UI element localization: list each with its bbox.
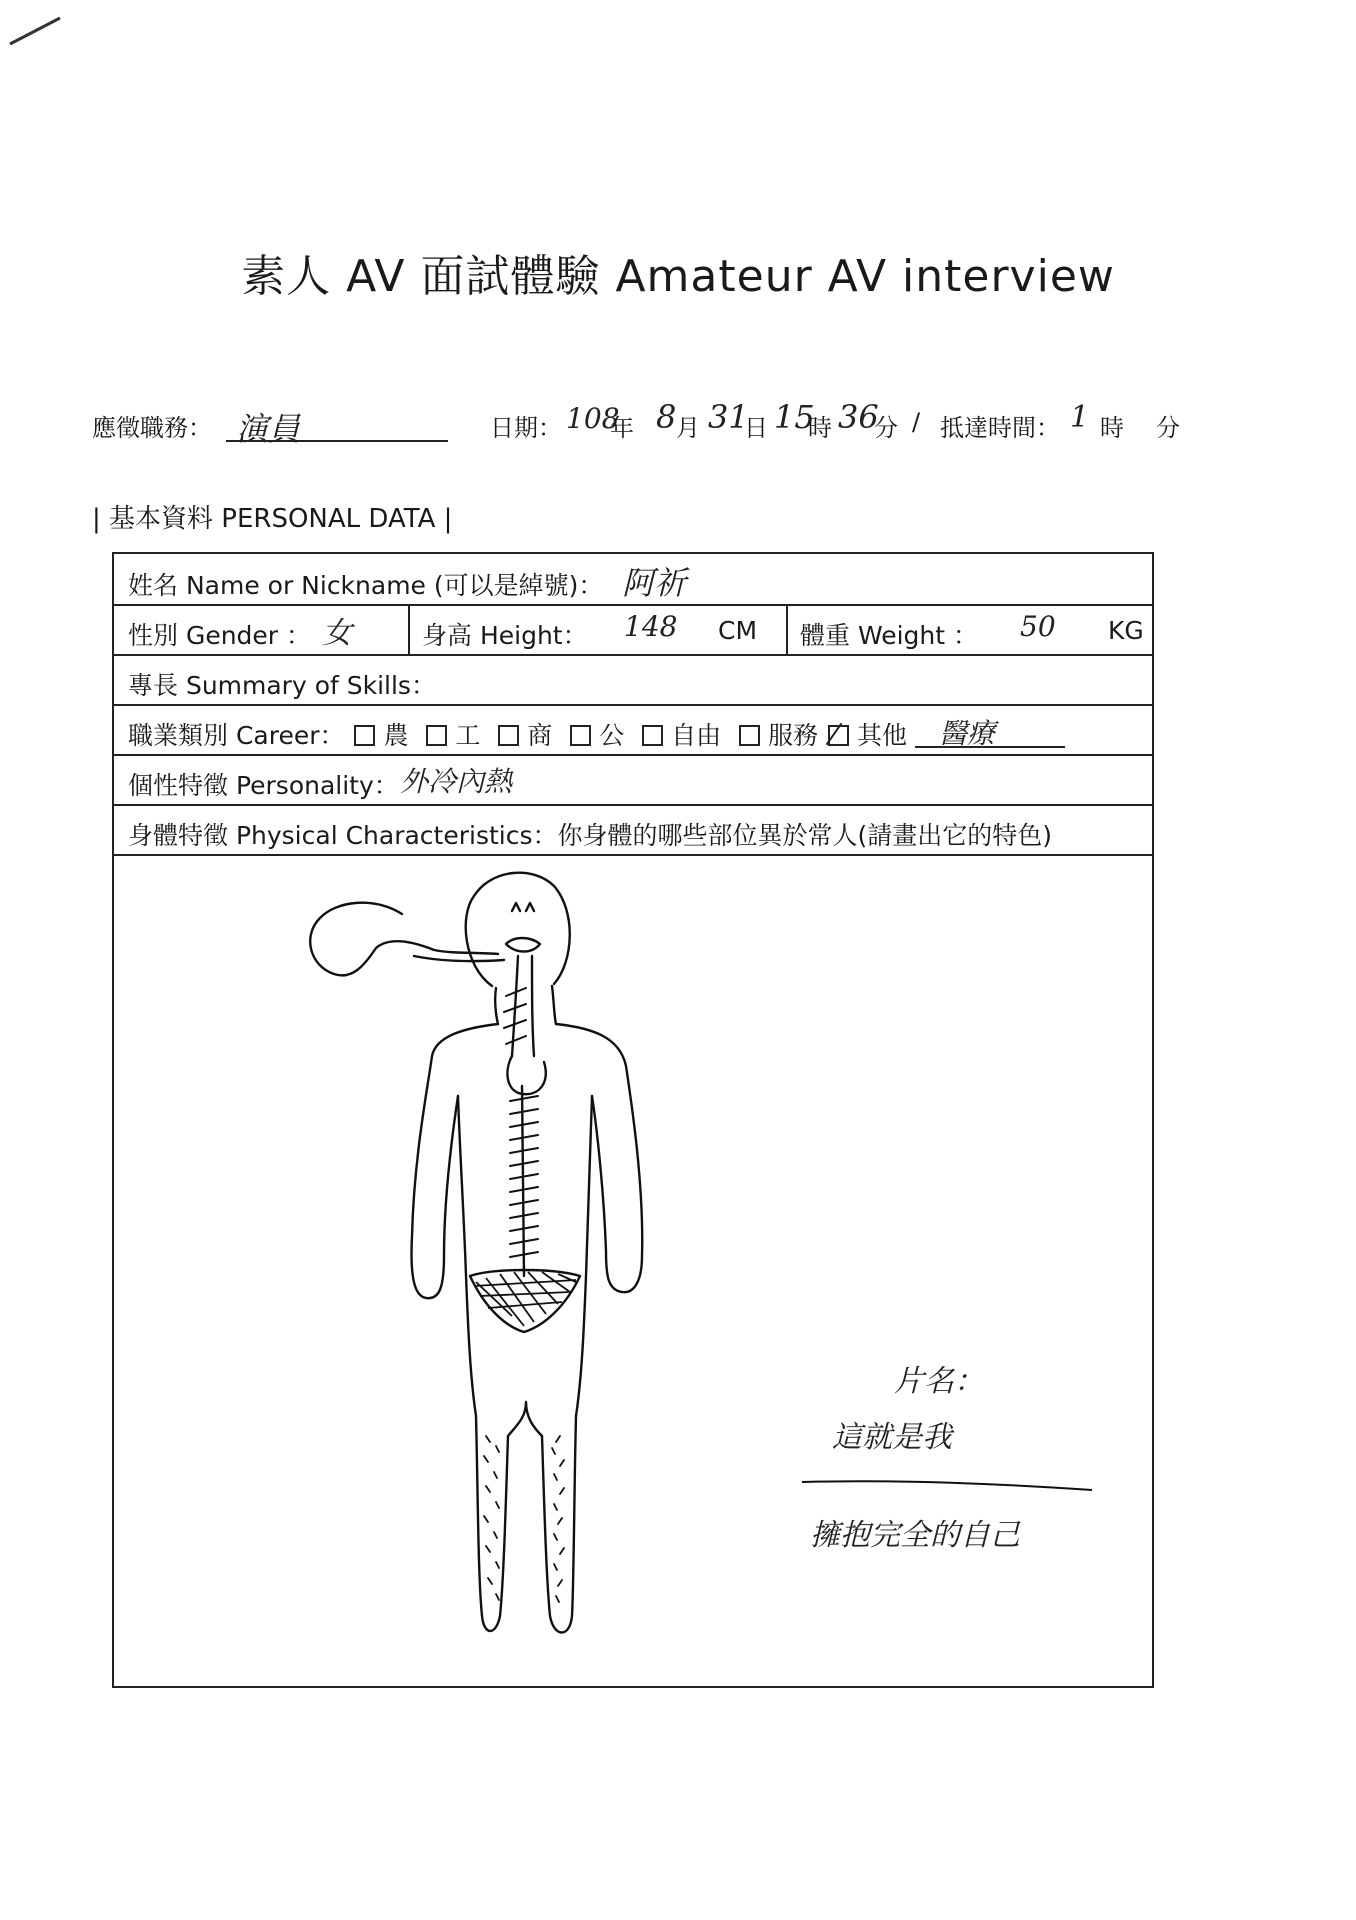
date-year: 108 — [566, 402, 620, 435]
career-checkbox-6[interactable] — [739, 725, 760, 746]
date-year-unit: 年 — [610, 414, 634, 442]
career-option-3: 商 — [527, 721, 553, 750]
personality-row[interactable] — [114, 756, 1152, 806]
physical-label: 身體特徵 Physical Characteristics：你身體的哪些部位異於常人(請畫出它的特色) — [128, 821, 1053, 850]
corner-pen-mark — [8, 8, 68, 48]
position-label: 應徵職務： — [92, 414, 212, 442]
height-value[interactable]: 148 — [624, 610, 678, 643]
height-label: 身高 Height： — [422, 621, 588, 650]
gender-value[interactable]: 女 — [322, 616, 352, 651]
divider — [408, 606, 410, 654]
career-option-1: 農 — [383, 721, 409, 750]
career-option-5: 自由 — [671, 721, 722, 750]
date-label: 日期： — [490, 414, 562, 442]
drawing-area[interactable] — [114, 856, 1152, 1686]
date-month-unit: 月 — [676, 414, 700, 442]
body-stats-row — [114, 606, 1152, 656]
name-value: 阿祈 — [622, 564, 687, 602]
signature-line — [802, 1481, 1092, 1490]
drawing-note-title: 片名： — [894, 1364, 984, 1399]
date-day-unit: 日 — [744, 414, 768, 442]
name-label: 姓名 Name or Nickname (可以是綽號)： — [128, 571, 604, 600]
section-header: | 基本資料 PERSONAL DATA | — [92, 504, 453, 534]
career-option-2: 工 — [455, 721, 481, 750]
weight-label: 體重 Weight ： — [800, 621, 978, 650]
position-value: 演員 — [236, 410, 301, 448]
lung-shape — [310, 903, 498, 976]
date-hour: 15 — [774, 398, 815, 436]
leg-hair — [484, 1436, 564, 1602]
career-option-7: 其他 — [857, 721, 908, 750]
skills-label: 專長 Summary of Skills： — [128, 671, 436, 700]
career-checkbox-2[interactable] — [426, 725, 447, 746]
drawing-note-line1: 這就是我 — [832, 1420, 952, 1455]
name-row[interactable] — [114, 554, 1152, 606]
career-label: 職業類別 Career： — [128, 721, 345, 750]
date-minute-unit: 分 — [874, 414, 898, 442]
skills-row[interactable] — [114, 656, 1152, 706]
date-month: 8 — [656, 398, 677, 436]
drawing-note-line2: 擁抱完全的自己 — [810, 1518, 1020, 1553]
divider — [786, 606, 788, 654]
body-sketch — [114, 856, 1152, 1686]
physical-row — [114, 806, 1152, 856]
career-checkbox-1[interactable] — [354, 725, 375, 746]
career-other-value: 醫療 — [939, 717, 996, 750]
arrival-minute-unit: 分 — [1156, 414, 1180, 442]
date-day: 31 — [708, 398, 749, 436]
career-option-4: 公 — [599, 721, 625, 750]
personality-label: 個性特徵 Personality： — [128, 771, 399, 800]
arrival-label: 抵達時間： — [940, 414, 1060, 442]
height-unit: CM — [718, 616, 758, 645]
career-checkbox-4[interactable] — [570, 725, 591, 746]
arrival-hour-unit: 時 — [1100, 414, 1124, 442]
pelvis-hatch — [474, 1272, 576, 1326]
date-minute: 36 — [838, 398, 879, 436]
career-checkbox-5[interactable] — [642, 725, 663, 746]
arrival-hour: 1 — [1070, 400, 1090, 435]
career-checkbox-7[interactable] — [828, 725, 849, 746]
form-title: 素人 AV 面試體驗 Amateur AV interview — [241, 251, 1115, 302]
date-hour-unit: 時 — [808, 414, 832, 442]
personal-data-form — [112, 552, 1154, 1688]
gender-label: 性別 Gender ： — [128, 621, 312, 650]
personality-value: 外冷內熱 — [400, 765, 513, 798]
weight-value[interactable]: 50 — [1020, 610, 1056, 643]
separator: / — [912, 408, 921, 436]
career-other-field[interactable] — [915, 717, 1065, 750]
career-checkbox-3[interactable] — [498, 725, 519, 746]
body-outline — [412, 1024, 498, 1298]
career-option-6: 服務 — [768, 721, 819, 750]
weight-unit: KG — [1108, 616, 1144, 645]
career-row — [114, 706, 1152, 756]
position-field[interactable] — [226, 410, 448, 448]
